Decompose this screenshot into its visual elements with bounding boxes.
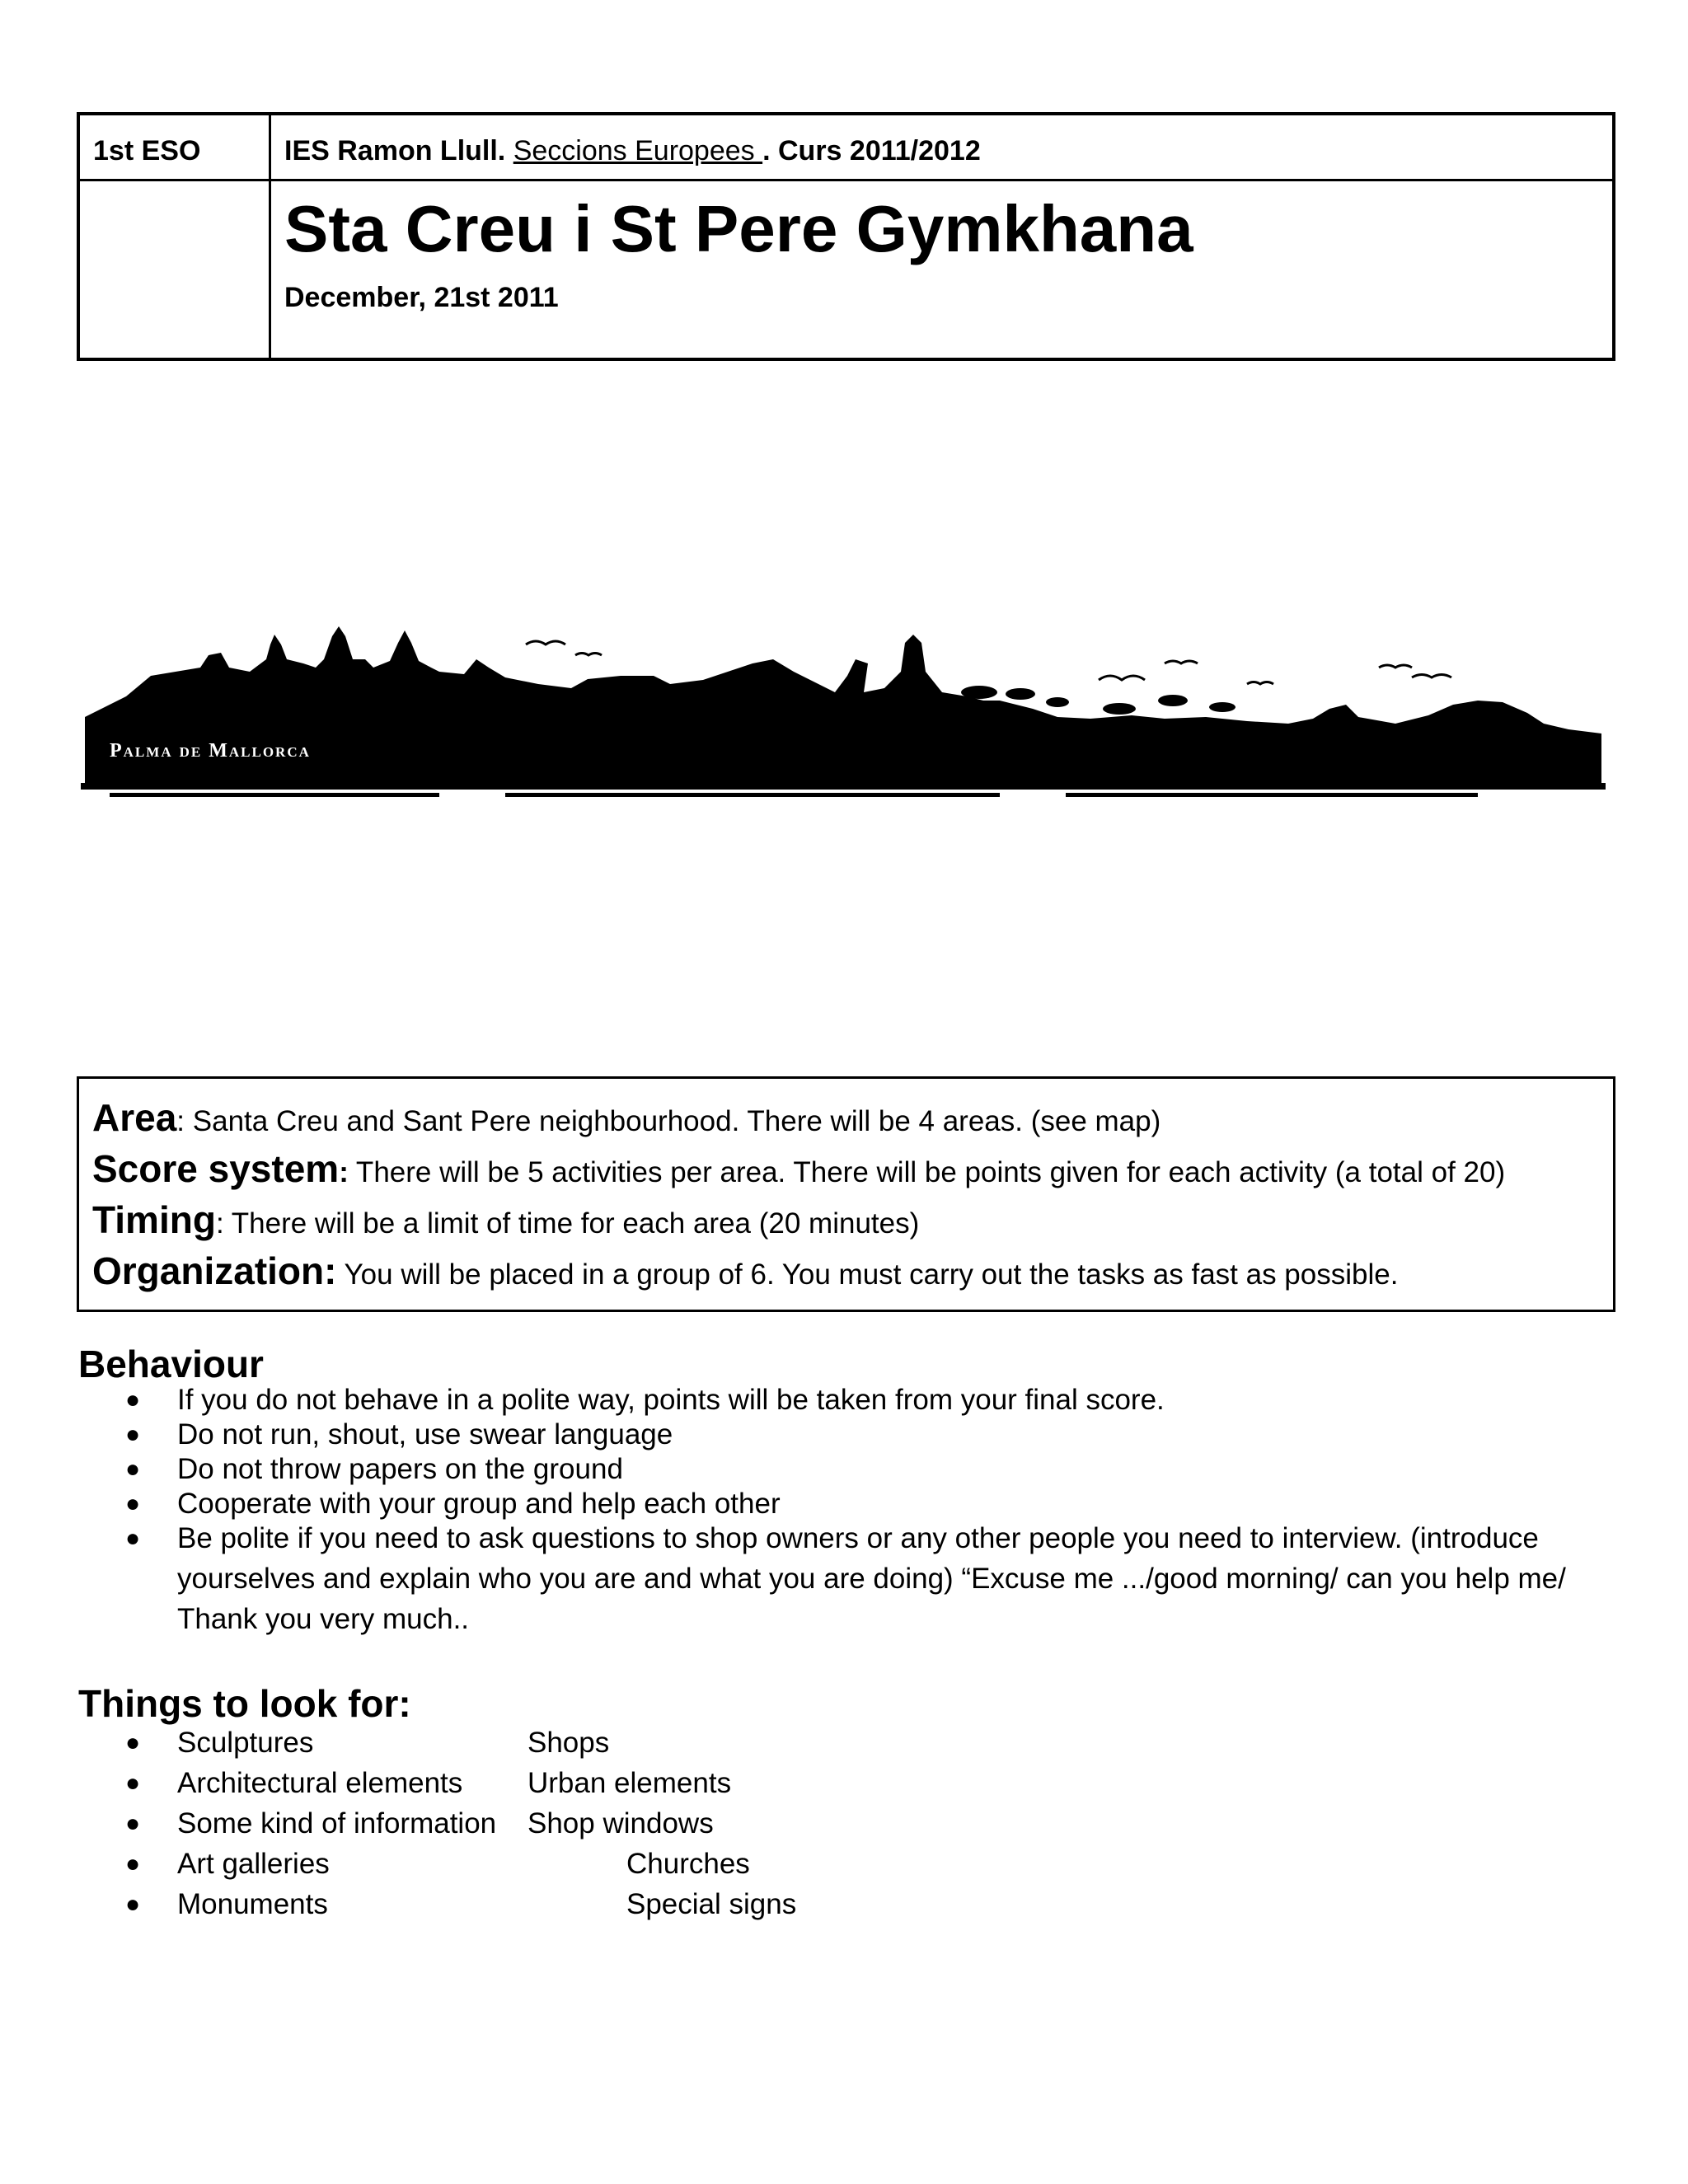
birds-icon bbox=[526, 641, 1451, 684]
list-item-text: Cooperate with your group and help each other bbox=[177, 1488, 781, 1520]
info-area bbox=[92, 1095, 1600, 1146]
list-item-text: If you do not behave in a polite way, points will be taken from your final score. bbox=[177, 1384, 1165, 1416]
list-item bbox=[78, 1518, 1611, 1639]
list-item-text: Do not throw papers on the ground bbox=[177, 1453, 623, 1485]
school-name: IES Ramon Llull. bbox=[284, 135, 506, 166]
bullet-icon: ● bbox=[125, 1850, 141, 1877]
page-title: Sta Creu i St Pere Gymkhana bbox=[284, 192, 1193, 265]
title-cell bbox=[271, 181, 1612, 358]
empty-cell bbox=[80, 181, 271, 358]
bullet-icon: ● bbox=[125, 1490, 141, 1517]
list-item-text: Architectural elements bbox=[177, 1767, 463, 1799]
list-item-text: Some kind of information bbox=[177, 1807, 497, 1840]
bullet-icon: ● bbox=[125, 1729, 141, 1756]
list-item-text-col2: Special signs bbox=[626, 1888, 797, 1920]
bullet-icon: ● bbox=[125, 1386, 141, 1413]
info-sep: : bbox=[176, 1105, 185, 1137]
header-table bbox=[77, 112, 1615, 361]
list-item-text: Monuments bbox=[177, 1888, 328, 1920]
list-item bbox=[78, 1884, 1611, 1924]
school-line bbox=[271, 115, 1612, 181]
info-text: There will be 5 activities per area. There will be points given for each activity (a total of 20) bbox=[348, 1156, 1506, 1188]
bullet-icon: ● bbox=[125, 1525, 141, 1552]
list-item-text: Sculptures bbox=[177, 1727, 314, 1759]
info-timing bbox=[92, 1197, 1600, 1249]
info-key: Area bbox=[92, 1096, 177, 1139]
info-key: Score system bbox=[92, 1147, 340, 1190]
info-text: There will be a limit of time for each area (20 minutes) bbox=[223, 1207, 920, 1240]
event-date: December, 21st 2011 bbox=[284, 282, 559, 313]
list-item-text-col2: Shops bbox=[528, 1727, 610, 1759]
bullet-icon: ● bbox=[125, 1421, 141, 1448]
bullet-icon: ● bbox=[125, 1455, 141, 1483]
info-sep: : bbox=[339, 1156, 349, 1188]
bullet-icon: ● bbox=[125, 1891, 141, 1918]
info-box bbox=[77, 1076, 1615, 1312]
list-item bbox=[78, 1722, 1611, 1763]
list-item bbox=[78, 1803, 1611, 1844]
grade-label: 1st ESO bbox=[80, 115, 271, 181]
bullet-icon: ● bbox=[125, 1810, 141, 1837]
city-silhouette bbox=[85, 626, 1601, 783]
list-item-text: Do not run, shout, use swear language bbox=[177, 1418, 673, 1451]
palma-skyline-image bbox=[77, 626, 1610, 808]
things-list bbox=[78, 1722, 1611, 1924]
list-item-text-col2: Churches bbox=[626, 1848, 750, 1880]
list-item bbox=[78, 1763, 1611, 1803]
list-item bbox=[78, 1844, 1611, 1884]
info-score-system bbox=[92, 1146, 1600, 1197]
info-sep: : bbox=[215, 1207, 224, 1240]
bullet-icon: ● bbox=[125, 1769, 141, 1797]
list-item-text: Be polite if you need to ask questions to shop owners or any other people you need to interview. (introduce yourselves and explain who you are and what you are doing) “Excuse me .../good morning/ can you help me/ Thank you very much.. bbox=[177, 1522, 1566, 1635]
info-key: Timing bbox=[92, 1198, 216, 1241]
list-item-text: Art galleries bbox=[177, 1848, 330, 1880]
water-reflection bbox=[81, 783, 1606, 797]
seccions-europees-link[interactable]: Seccions Europees bbox=[513, 135, 763, 166]
things-heading: Things to look for: bbox=[78, 1682, 411, 1725]
list-item-text-col2: Urban elements bbox=[528, 1767, 732, 1799]
info-key: Organization: bbox=[92, 1249, 337, 1292]
behaviour-heading: Behaviour bbox=[78, 1343, 264, 1385]
info-organization bbox=[92, 1249, 1600, 1300]
skyline-caption: Palma de Mallorca bbox=[110, 740, 311, 762]
info-text: You will be placed in a group of 6. You must carry out the tasks as fast as possible. bbox=[336, 1258, 1399, 1291]
info-text: Santa Creu and Sant Pere neighbourhood. There will be 4 areas. (see map) bbox=[185, 1105, 1161, 1137]
list-item-text-col2: Shop windows bbox=[528, 1807, 714, 1840]
behaviour-list bbox=[78, 1380, 1611, 1639]
school-year: . Curs 2011/2012 bbox=[762, 135, 981, 166]
